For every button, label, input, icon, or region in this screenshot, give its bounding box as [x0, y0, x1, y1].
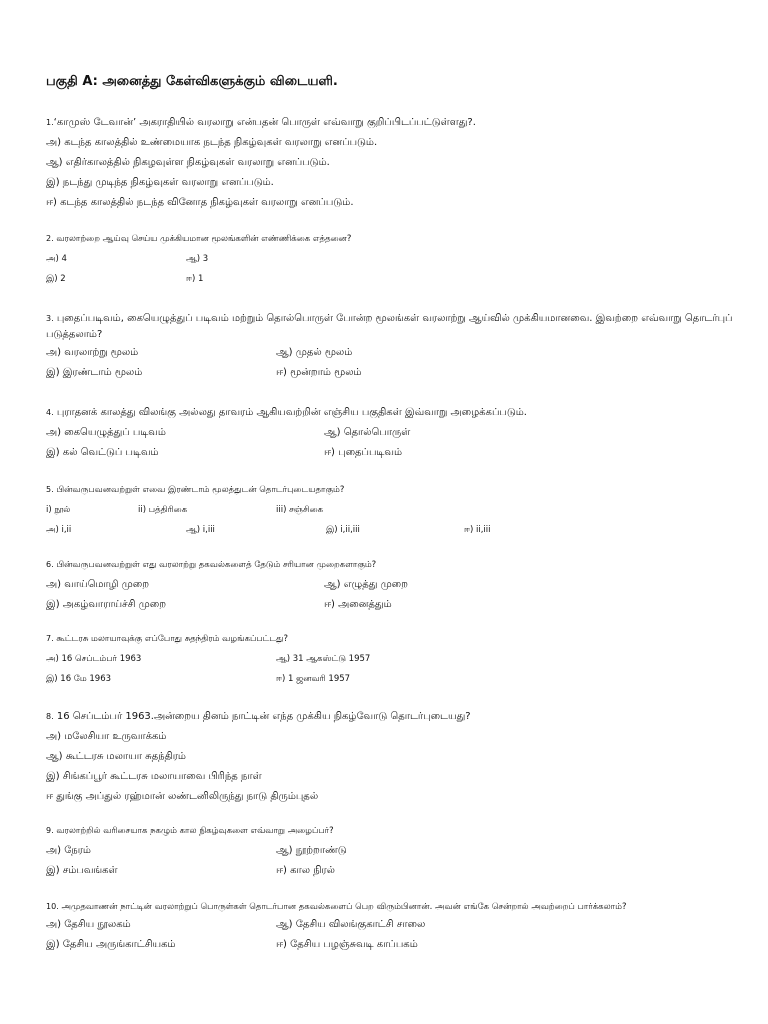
- question-text: வரலாற்றில் வரிசையாக நகழும் கால நிகழ்வுகளை எவ்வாறு அழைப்பர்?: [56, 826, 334, 836]
- question-number: 7.: [46, 634, 54, 643]
- item-ii: ii) பத்திரிகை: [138, 505, 188, 515]
- option-c: இ) i,ii,iii: [326, 525, 360, 535]
- option-d: ஈ) 1 ஜனவரி 1957: [276, 674, 351, 684]
- option-b: ஆ) நூற்றாண்டு: [276, 845, 347, 856]
- option-b: ஆ) எழுத்து முறை: [324, 579, 408, 590]
- question-stem: [46, 229, 766, 249]
- item-i: i) நூல்: [46, 505, 71, 515]
- option-c: இ) இரண்டாம் மூலம்: [46, 367, 143, 378]
- question-number: 8.: [46, 712, 54, 721]
- question-2: [46, 229, 766, 289]
- question-text: புராதனக் காலத்து விலங்கு அல்லது தாவரம் ஆகியவற்றின் எஞ்சிய பகுதிகள் இவ்வாறு அழைக்கப்படும்.: [56, 407, 527, 418]
- question-4: [46, 403, 766, 463]
- question-number: 4.: [46, 408, 54, 417]
- question-stem: [46, 821, 766, 841]
- option-d: ஈ) தேசிய பழஞ்சுவடி காப்பகம்: [276, 939, 418, 950]
- option-d: ஈ) மூன்றாம் மூலம்: [276, 367, 362, 378]
- question-number: 9.: [46, 826, 54, 835]
- question-number: 2.: [46, 234, 54, 243]
- question-3: [46, 311, 766, 383]
- question-1: [46, 113, 766, 213]
- question-stem: [46, 403, 766, 423]
- option-d: ஈ) கால நிரல்: [276, 865, 335, 876]
- option-d: ஈ துங்கு அப்துல் ரஹ்மான் லண்டனிலிருந்து நாடு திரும்புதல்: [46, 791, 319, 802]
- option-a: அ) வாய்மொழி முறை: [46, 579, 150, 590]
- option-b: ஆ) i,iii: [186, 525, 215, 535]
- option-a: அ) 16 செப்டம்பர் 1963: [46, 654, 142, 664]
- option-c: இ) அகழ்வாராய்ச்சி முறை: [46, 599, 167, 610]
- option-b: ஆ) தேசிய விலங்குகாட்சி சாலை: [276, 919, 426, 930]
- question-9: [46, 821, 766, 881]
- option-c: இ) 16 மே 1963: [46, 674, 112, 684]
- option-b: ஆ) 3: [186, 254, 209, 264]
- option-b: ஆ) கூட்டரசு மலாயா சுதந்திரம்: [46, 751, 186, 762]
- question-text: கூட்டரசு மலாயாவுக்கு எப்போது சுதந்திரம் வழங்கப்பட்டது?: [56, 634, 289, 644]
- section-title: பகுதி A: அனைத்து கேள்விகளுக்கும் விடையளி.: [46, 74, 338, 89]
- question-stem: [46, 629, 766, 649]
- option-a: அ) நேரம்: [46, 845, 91, 856]
- option-a: அ) மலேசியா உருவாக்கம்: [46, 731, 167, 742]
- option-d: ஈ) அனைத்தும்: [324, 599, 392, 610]
- option-d: ஈ) 1: [186, 274, 204, 284]
- question-number: 5.: [46, 485, 54, 494]
- question-number: 3.: [46, 314, 54, 323]
- question-text: புதைப்படிவம், கையெழுத்துப் படிவம் மற்றும் தொல்பொருள் போன்ற மூலங்கள் வரலாற்று ஆய்வில் முக்கியமானவை. இவற்றை எவ்வாறு தொடர்புப் படுத்தலாம்?: [46, 313, 733, 340]
- option-b: ஆ) 31 ஆகஸ்ட்டு 1957: [276, 654, 371, 664]
- question-10: [46, 899, 766, 955]
- question-6: [46, 555, 766, 615]
- question-5: [46, 480, 766, 540]
- question-stem: [46, 899, 768, 915]
- option-a: அ) i,ii: [46, 525, 72, 535]
- option-a: அ) வரலாற்று மூலம்: [46, 347, 139, 358]
- question-number: 6.: [46, 560, 54, 569]
- option-b: ஆ) தொல்பொருள்: [324, 427, 411, 438]
- option-d: ஈ) ii,iii: [464, 525, 491, 535]
- option-c: இ) கல் வெட்டுப் படிவம்: [46, 447, 159, 458]
- option-c: இ) நடந்து முடிந்த நிகழ்வுகள் வரலாறு எனப்படும்.: [46, 177, 274, 188]
- item-iii: iii) சஞ்சிகை: [276, 505, 324, 515]
- question-stem: [46, 707, 766, 727]
- question-number: 1.: [46, 118, 54, 127]
- option-a: அ) கடந்த காலத்தில் உண்மையாக நடந்த நிகழ்வுகள் வரலாறு எனப்படும்.: [46, 137, 378, 148]
- option-c: இ) சம்பவங்கள்: [46, 865, 118, 876]
- option-c: இ) சிங்கப்பூர் கூட்டரசு மலாயாவை பிரிந்த நாள்: [46, 771, 262, 782]
- question-text: பின்வருபவனவற்றுள் எவை இரண்டாம் மூலத்துடன் தொடர்புடையதாகும்?: [56, 485, 345, 495]
- question-8: [46, 707, 766, 807]
- question-text: பின்வருபவனவற்றுள் எது வரலாற்று தகவல்களைத் தேடும் சரியான முறைகளாகும்?: [56, 560, 377, 570]
- question-stem: [46, 311, 768, 343]
- option-b: ஆ) எதிர்காலத்தில் நிகழவுள்ள நிகழ்வுகள் வரலாறு எனப்படும்.: [46, 157, 330, 168]
- option-d: ஈ) கடந்த காலத்தில் நடந்த வினோத நிகழ்வுகள் வரலாறு எனப்படும்.: [46, 197, 354, 208]
- question-text: அமுதவாணன் நாட்டின் வரலாற்றுப் பொருள்கள் தொடர்பான தகவல்களைப் பெற விரும்பினான். அவன் எங்கே சென்றால் அவற்றைப் பார்க்கலாம்?: [61, 902, 627, 912]
- question-stem: [46, 113, 766, 133]
- option-c: இ) தேசிய அருங்காட்சியகம்: [46, 939, 176, 950]
- question-text: 16 செப்டம்பர் 1963.அன்றைய தினம் நாட்டின் எந்த முக்கிய நிகழ்வோடு தொடர்புடையது?: [56, 711, 471, 722]
- question-text: ‘காமுஸ் டேவான்’ அகராதியில் வரலாறு என்பதன் பொருள் எவ்வாறு குறிப்பிடப்பட்டுள்ளது?.: [53, 117, 476, 128]
- question-text: வரலாற்றை ஆய்வு செய்ய முக்கியமான மூலங்களின் எண்ணிக்கை எத்தனை?: [56, 234, 352, 244]
- option-d: ஈ) புதைப்படிவம்: [324, 447, 403, 458]
- question-number: 10.: [46, 902, 59, 911]
- option-a: அ) 4: [46, 254, 67, 264]
- question-stem: [46, 480, 766, 500]
- option-a: அ) தேசிய நூலகம்: [46, 919, 131, 930]
- question-7: [46, 629, 766, 689]
- question-stem: [46, 555, 766, 575]
- option-c: இ) 2: [46, 274, 66, 284]
- option-a: அ) கையெழுத்துப் படிவம்: [46, 427, 166, 438]
- option-b: ஆ) முதல் மூலம்: [276, 347, 353, 358]
